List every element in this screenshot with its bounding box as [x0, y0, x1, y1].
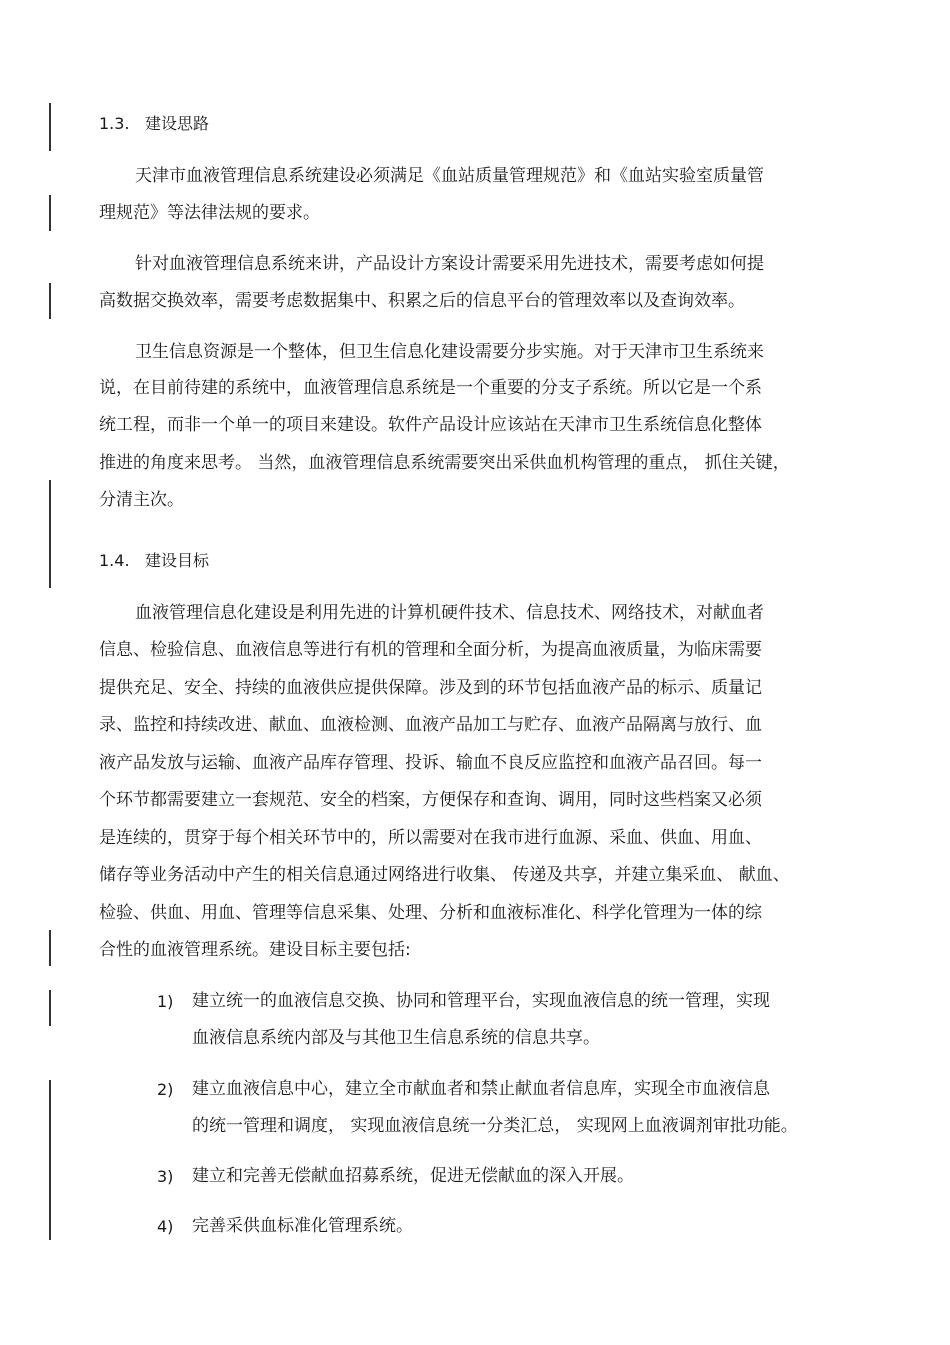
paragraph-line: 推进的角度来思考。 当然，血液管理信息系统需要突出采供血机构管理的重点， 抓住关键， — [99, 453, 790, 473]
paragraph-line: 储存等业务活动中产生的相关信息通过网络进行收集、 传递及共享，并建立集采血、 献血、 — [99, 865, 790, 885]
paragraph-line: 检验、供血、用血、管理等信息采集、处理、分析和血液标准化、科学化管理为一体的综 — [99, 903, 762, 923]
list-item-number: 3) — [157, 1167, 174, 1186]
paragraph-line: 合性的血液管理系统。建设目标主要包括: — [99, 940, 411, 960]
list-item-number: 4) — [157, 1217, 174, 1236]
paragraph-line: 个环节都需要建立一套规范、安全的档案，方便保存和查询、调用，同时这些档案又必须 — [99, 790, 762, 810]
paragraph-line: 录、监控和持续改进、献血、血液检测、血液产品加工与贮存、血液产品隔离与放行、血 — [99, 715, 762, 735]
list-item-number: 2) — [157, 1080, 174, 1099]
revision-bar — [49, 990, 51, 1026]
section-title: 建设思路 — [145, 114, 210, 133]
paragraph-line: 液产品发放与运输、血液产品库存管理、投诉、输血不良反应监控和血液产品召回。每一 — [99, 753, 762, 773]
revision-bar — [49, 1080, 51, 1240]
list-item-line: 完善采供血标准化管理系统。 — [192, 1216, 413, 1236]
list-item-line: 血液信息系统内部及与其他卫生信息系统的信息共享。 — [192, 1028, 600, 1048]
section-heading — [99, 114, 209, 134]
section-number: 1.3. — [99, 114, 130, 133]
paragraph-line: 是连续的，贯穿于每个相关环节中的，所以需要对在我市进行血源、采血、供血、用血、 — [99, 828, 762, 848]
section-title: 建设目标 — [145, 551, 210, 570]
paragraph-line: 天津市血液管理信息系统建设必须满足《血站质量管理规范》和《血站实验室质量管 — [135, 166, 764, 186]
paragraph-line: 针对血液管理信息系统来讲，产品设计方案设计需要采用先进技术，需要考虑如何提 — [135, 254, 764, 274]
list-item-line: 建立统一的血液信息交换、协同和管理平台，实现血液信息的统一管理，实现 — [192, 991, 770, 1011]
revision-bar — [49, 283, 51, 319]
list-item-line: 建立血液信息中心，建立全市献血者和禁止献血者信息库，实现全市血液信息 — [192, 1079, 770, 1099]
revision-bar — [49, 103, 51, 151]
paragraph-line: 信息、检验信息、血液信息等进行有机的管理和全面分析，为提高血液质量，为临床需要 — [99, 640, 762, 660]
paragraph-line: 血液管理信息化建设是利用先进的计算机硬件技术、信息技术、网络技术，对献血者 — [135, 603, 764, 623]
revision-bar — [49, 195, 51, 231]
list-item-line: 建立和完善无偿献血招募系统，促进无偿献血的深入开展。 — [192, 1166, 634, 1186]
paragraph-line: 分清主次。 — [99, 490, 184, 510]
paragraph-line: 统工程，而非一个单一的项目来建设。软件产品设计应该站在天津市卫生系统信息化整体 — [99, 415, 762, 435]
revision-bar — [49, 480, 51, 588]
paragraph-line: 理规范》等法律法规的要求。 — [99, 203, 320, 223]
list-item-number: 1) — [157, 992, 174, 1011]
section-number: 1.4. — [99, 551, 130, 570]
paragraph-line: 提供充足、安全、持续的血液供应提供保障。涉及到的环节包括血液产品的标示、质量记 — [99, 678, 762, 698]
paragraph-line: 卫生信息资源是一个整体，但卫生信息化建设需要分步实施。对于天津市卫生系统来 — [135, 342, 764, 362]
paragraph-line: 高数据交换效率，需要考虑数据集中、积累之后的信息平台的管理效率以及查询效率。 — [99, 291, 745, 311]
revision-bar — [49, 930, 51, 966]
list-item-line: 的统一管理和调度， 实现血液信息统一分类汇总， 实现网上血液调剂审批功能。 — [192, 1116, 798, 1136]
section-heading — [99, 551, 209, 571]
paragraph-line: 说，在目前待建的系统中，血液管理信息系统是一个重要的分支子系统。所以它是一个系 — [99, 378, 762, 398]
